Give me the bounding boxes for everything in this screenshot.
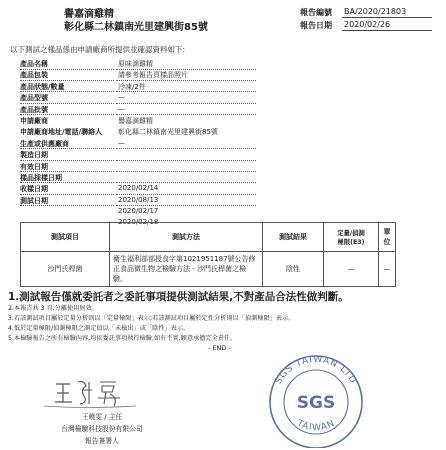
report-date-underline <box>342 30 432 31</box>
handwritten-signature <box>26 376 156 410</box>
note-item: 4.低於定量極限/偵測極限之測定值以「未檢出」或「陰性」表示。 <box>8 325 190 332</box>
report-date-label: 報告日期 <box>300 21 332 30</box>
field-value: 2020/02/17 <box>118 207 159 216</box>
field-value: 2020/08/13 <box>118 195 159 204</box>
field-underline <box>20 171 114 172</box>
field-label: 申請廠商地址/電話/聯絡人 <box>20 128 103 137</box>
field-underline <box>20 103 114 104</box>
field-label: 申請廠商 <box>20 116 48 125</box>
field-value-underline <box>116 103 256 104</box>
applicant-address-header: 彰化縣二林鎮南光里建興街85號 <box>64 22 208 33</box>
field-value: — <box>118 138 125 147</box>
field-label: 產品型號 <box>20 94 48 103</box>
field-value-underline <box>116 80 256 81</box>
col-item-header: 測試項目 <box>21 223 110 252</box>
field-value-underline <box>116 91 256 92</box>
field-value: 彰化縣二林鎮南光里建興街85號 <box>118 128 218 137</box>
field-label: 產品狀態/數量 <box>20 82 65 91</box>
field-value-underline <box>116 69 256 70</box>
report-no-label: 報告編號 <box>300 8 332 17</box>
field-value-underline <box>116 171 256 172</box>
field-label: 測試日期 <box>20 196 48 205</box>
field-value: 2020/02/18 <box>118 218 159 227</box>
field-underline <box>20 114 114 115</box>
notes-section <box>8 291 428 344</box>
applicant-name-header: 譽嘉滴雞精 <box>64 9 114 20</box>
report-no-underline <box>342 17 432 18</box>
field-value: — <box>118 104 125 113</box>
seal-center-text: SGS <box>296 393 336 413</box>
note-item: 5.本檢驗報告之所有檢驗內容,均依委託事項執行檢驗,如有不實,願意承擔完全責任。 <box>8 335 237 342</box>
field-underline <box>20 205 114 206</box>
field-underline <box>20 80 114 81</box>
report-date-value: 2020/02/26 <box>344 20 391 29</box>
field-value: 2020/02/14 <box>118 184 159 193</box>
result-table <box>20 222 396 287</box>
field-underline <box>20 69 114 70</box>
col-unit-header: 單位 <box>379 223 396 252</box>
field-value: 譽嘉滴雞精 <box>118 116 153 125</box>
intro-text: 以下測試之樣品係由申請廠商所提供並確認資料如下: <box>10 45 186 54</box>
field-label: 生產或供應廠商 <box>20 139 69 148</box>
cell-unit: — <box>379 252 396 287</box>
field-label: 產品名稱 <box>20 60 48 68</box>
note-item: 2.本報告共 3 頁,分離使用無效。 <box>8 305 98 312</box>
field-value: 冷凍/2件 <box>118 82 146 91</box>
field-underline <box>20 160 114 161</box>
field-label: 產品包裝 <box>20 71 48 80</box>
field-label: 有效日期 <box>20 162 48 171</box>
field-underline <box>20 148 114 149</box>
field-value: — <box>118 93 125 102</box>
cell-item: 沙門氏桿菌 <box>21 252 110 287</box>
field-underline <box>20 194 114 195</box>
col-limit-header-line2: 極限(E3) <box>337 239 365 246</box>
col-result-header: 測試結果 <box>263 223 324 252</box>
table-header-row <box>21 223 396 252</box>
col-method-header: 測試方法 <box>110 223 263 252</box>
seal-top-text: SGS TAIWAN LTD <box>273 354 359 387</box>
note-item: 3.若該測試項目屬於定量分析則以「定量極限」表示;若該測試項目屬於定性分析則以「偵測極限」表示。 <box>8 315 295 322</box>
field-value: 原味滴雞精 <box>118 60 153 68</box>
field-label: 產品批號 <box>20 105 48 114</box>
cell-limit: — <box>324 252 379 287</box>
field-value-underline <box>116 194 256 195</box>
field-value: 請參考報告頁樣品照片 <box>118 71 188 80</box>
table-row <box>21 252 396 287</box>
col-limit-header <box>324 223 379 252</box>
seal-bottom-text: TAIWAN <box>295 418 337 434</box>
cell-result: 陰性 <box>263 252 324 287</box>
end-marker: - END - <box>208 344 231 352</box>
note-item: 1.測試報告僅就委託者之委託事項提供測試結果,不對產品合法性做判斷。 <box>8 291 349 303</box>
field-value-underline <box>116 182 256 183</box>
field-value-underline <box>116 114 256 115</box>
field-value-underline <box>116 160 256 161</box>
field-value-underline <box>116 148 256 149</box>
col-limit-header-line1: 定量/偵測 <box>337 230 365 237</box>
field-underline <box>20 91 114 92</box>
report-no-value: BA/2020/21803 <box>344 7 407 16</box>
field-label: 製造日期 <box>20 151 48 160</box>
cell-method: 衛生福利部部授食字第1021951187號公告修正食品微生物之檢驗方法 - 沙門氏桿菌之檢驗。 <box>110 252 263 287</box>
signer-title: 報告簽署人 <box>85 437 119 445</box>
field-label: 樣品採樣日期 <box>20 173 62 182</box>
field-underline <box>20 182 114 183</box>
sgs-taiwan-seal <box>258 348 374 448</box>
field-label: 收樣日期 <box>20 185 48 194</box>
signer-name-role: 王曉雯 / 主任 <box>81 413 123 421</box>
field-value-underline <box>116 205 256 206</box>
signer-organization: 台灣檢驗科技股份有限公司 <box>61 425 143 433</box>
